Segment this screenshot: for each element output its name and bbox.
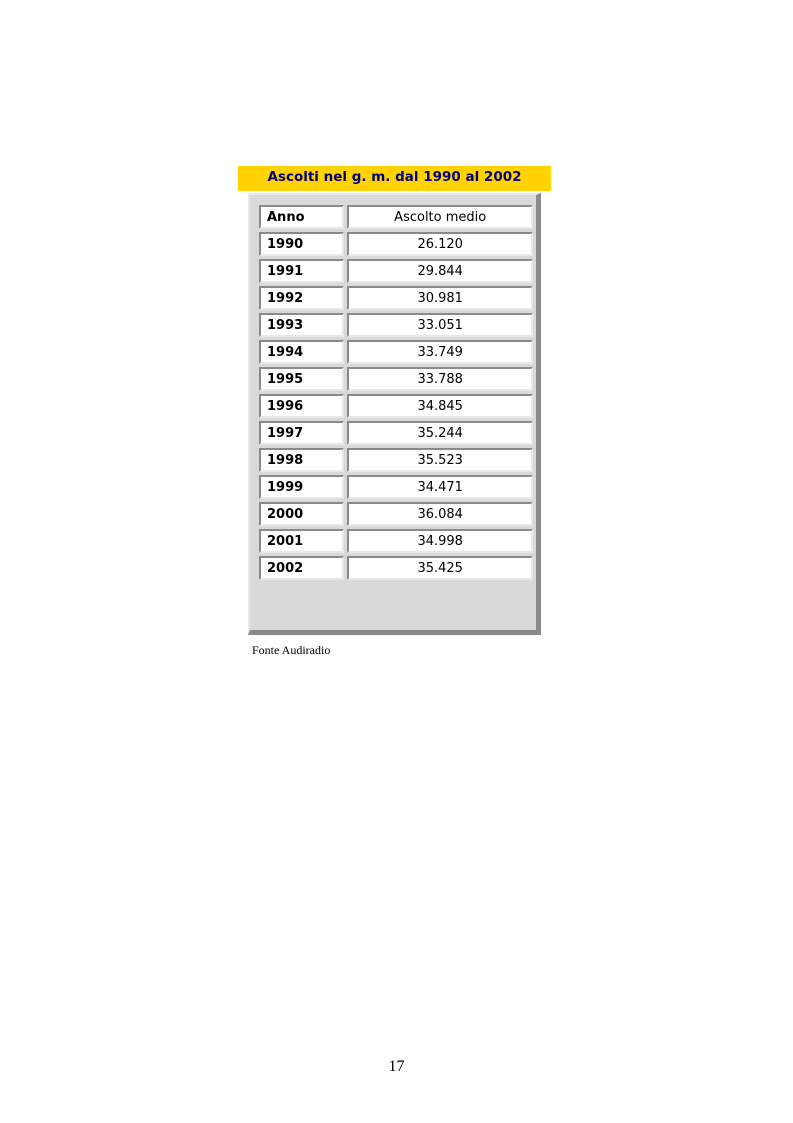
value-cell: 35.425 [347, 556, 533, 580]
table-header-row [259, 205, 533, 229]
year-cell: 1998 [259, 448, 344, 472]
table-row [259, 286, 533, 310]
table-row [259, 340, 533, 364]
table-row [259, 313, 533, 337]
data-table-frame [248, 193, 541, 635]
value-cell: 34.471 [347, 475, 533, 499]
table-row [259, 556, 533, 580]
table-row [259, 502, 533, 526]
source-note: Fonte Audiradio [252, 643, 331, 657]
value-cell: 33.749 [347, 340, 533, 364]
value-cell: 35.523 [347, 448, 533, 472]
year-cell: 1990 [259, 232, 344, 256]
year-cell: 1994 [259, 340, 344, 364]
year-cell: 2001 [259, 529, 344, 553]
value-cell: 33.051 [347, 313, 533, 337]
value-cell: 29.844 [347, 259, 533, 283]
value-cell: 26.120 [347, 232, 533, 256]
year-cell: 1997 [259, 421, 344, 445]
value-cell: 34.845 [347, 394, 533, 418]
page-number: 17 [388, 1058, 405, 1075]
year-cell: 1992 [259, 286, 344, 310]
year-cell: 1996 [259, 394, 344, 418]
year-cell: 2000 [259, 502, 344, 526]
value-cell: 35.244 [347, 421, 533, 445]
value-cell: 33.788 [347, 367, 533, 391]
table-row [259, 529, 533, 553]
table-row [259, 475, 533, 499]
data-table [256, 202, 536, 583]
table-title: Ascolti nel g. m. dal 1990 al 2002 [238, 166, 551, 191]
value-cell: 34.998 [347, 529, 533, 553]
year-cell: 1993 [259, 313, 344, 337]
table-row [259, 448, 533, 472]
table-row [259, 367, 533, 391]
year-cell: 1991 [259, 259, 344, 283]
year-cell: 2002 [259, 556, 344, 580]
value-cell: 36.084 [347, 502, 533, 526]
table-row [259, 394, 533, 418]
value-cell: 30.981 [347, 286, 533, 310]
table-row [259, 259, 533, 283]
header-ascolto-medio: Ascolto medio [347, 205, 533, 229]
year-cell: 1995 [259, 367, 344, 391]
year-cell: 1999 [259, 475, 344, 499]
header-anno: Anno [259, 205, 344, 229]
table-row [259, 232, 533, 256]
table-row [259, 421, 533, 445]
